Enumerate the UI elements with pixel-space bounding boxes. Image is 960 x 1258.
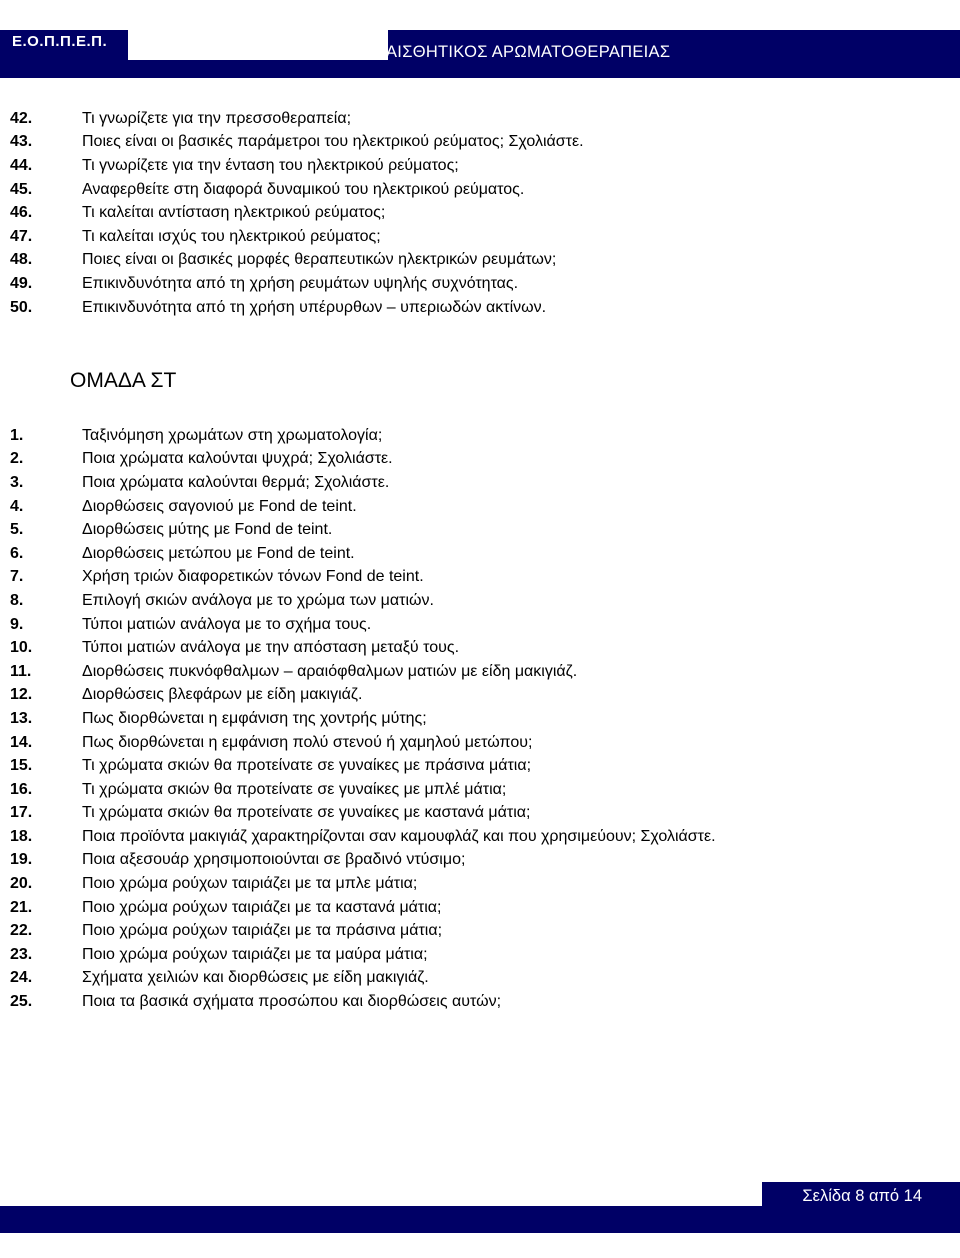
group-heading: ΟΜΑΔΑ ΣΤ bbox=[70, 369, 177, 392]
question-number: 43. bbox=[10, 133, 33, 151]
question-text: Ποιες είναι οι βασικές παράμετροι του ηλεκτρικού ρεύματος; Σχολιάστε. bbox=[82, 133, 584, 151]
question-item bbox=[10, 471, 940, 495]
question-text: Τι χρώματα σκιών θα προτείνατε σε γυναίκες με μπλέ μάτια; bbox=[82, 780, 507, 798]
question-text: Τι καλείται ισχύς του ηλεκτρικού ρεύματος; bbox=[82, 227, 381, 245]
question-item bbox=[10, 272, 940, 296]
question-text: Επικινδυνότητα από τη χρήση υπέρυρθων – υπεριωδών ακτίνων. bbox=[82, 298, 547, 316]
question-number: 19. bbox=[10, 851, 33, 869]
question-text: Τι καλείται αντίσταση ηλεκτρικού ρεύματος; bbox=[82, 204, 386, 222]
question-item bbox=[10, 154, 940, 178]
question-text: Ποιο χρώμα ρούχων ταιριάζει με τα μαύρα μάτια; bbox=[82, 945, 428, 963]
question-text: Πως διορθώνεται η εμφάνιση της χοντρής μύτης; bbox=[82, 709, 427, 727]
question-item bbox=[10, 967, 940, 991]
question-item bbox=[10, 660, 940, 684]
question-item bbox=[10, 919, 940, 943]
question-item bbox=[10, 448, 940, 472]
question-list-b bbox=[10, 424, 940, 1014]
question-number: 20. bbox=[10, 875, 33, 893]
question-item bbox=[10, 896, 940, 920]
question-number: 5. bbox=[10, 521, 24, 539]
question-text: Ποια αξεσουάρ χρησιμοποιούνται σε βραδινό ντύσιμο; bbox=[82, 851, 466, 869]
question-item bbox=[10, 225, 940, 249]
question-number: 46. bbox=[10, 204, 33, 222]
question-text: Ποια προϊόντα μακιγιάζ χαρακτηρίζονται σαν καμουφλάζ και που χρησιμεύουν; Σχολιάστε. bbox=[82, 827, 716, 845]
question-item bbox=[10, 201, 940, 225]
question-number: 45. bbox=[10, 180, 33, 198]
question-number: 44. bbox=[10, 156, 33, 174]
question-number: 3. bbox=[10, 473, 24, 491]
question-item bbox=[10, 613, 940, 637]
question-number: 12. bbox=[10, 686, 33, 704]
question-item bbox=[10, 589, 940, 613]
question-text: Επιλογή σκιών ανάλογα με το χρώμα των ματιών. bbox=[82, 591, 434, 609]
question-number: 1. bbox=[10, 426, 24, 444]
question-text: Ποια τα βασικά σχήματα προσώπου και διορθώσεις αυτών; bbox=[82, 993, 502, 1011]
question-text: Χρήση τριών διαφορετικών τόνων Fond de teint. bbox=[82, 568, 424, 586]
question-item bbox=[10, 731, 940, 755]
question-item bbox=[10, 825, 940, 849]
question-text: Τύποι ματιών ανάλογα με την απόσταση μεταξύ τους. bbox=[82, 639, 460, 657]
question-number: 2. bbox=[10, 450, 24, 468]
question-text: Σχήματα χειλιών και διορθώσεις με είδη μακιγιάζ. bbox=[82, 969, 429, 987]
question-text: Επικινδυνότητα από τη χρήση ρευμάτων υψηλής συχνότητας. bbox=[82, 274, 519, 292]
question-number: 10. bbox=[10, 639, 33, 657]
question-text: Ποια χρώματα καλούνται ψυχρά; Σχολιάστε. bbox=[82, 450, 393, 468]
question-text: Ποιο χρώμα ρούχων ταιριάζει με τα καστανά μάτια; bbox=[82, 898, 442, 916]
question-number: 22. bbox=[10, 922, 33, 940]
question-number: 16. bbox=[10, 780, 33, 798]
question-number: 42. bbox=[10, 109, 33, 127]
question-item bbox=[10, 943, 940, 967]
question-text: Αναφερθείτε στη διαφορά δυναμικού του ηλεκτρικού ρεύματος. bbox=[82, 180, 525, 198]
question-item bbox=[10, 566, 940, 590]
question-text: Ποιο χρώμα ρούχων ταιριάζει με τα πράσινα μάτια; bbox=[82, 922, 443, 940]
question-number: 13. bbox=[10, 709, 33, 727]
question-item bbox=[10, 636, 940, 660]
question-item bbox=[10, 518, 940, 542]
question-text: Ταξινόμηση χρωμάτων στη χρωματολογία; bbox=[82, 426, 383, 444]
question-number: 6. bbox=[10, 544, 24, 562]
question-item bbox=[10, 542, 940, 566]
question-number: 8. bbox=[10, 591, 24, 609]
question-text: Ποια χρώματα καλούνται θερμά; Σχολιάστε. bbox=[82, 473, 390, 491]
header-title: ΑΙΣΘΗΤΙΚΟΣ ΑΡΩΜΑΤΟΘΕΡΑΠΕΙΑΣ bbox=[386, 43, 671, 61]
header-notch bbox=[128, 30, 388, 60]
question-text: Τι χρώματα σκιών θα προτείνατε σε γυναίκες με καστανά μάτια; bbox=[82, 804, 531, 822]
question-item bbox=[10, 849, 940, 873]
question-item bbox=[10, 178, 940, 202]
question-item bbox=[10, 872, 940, 896]
question-item bbox=[10, 107, 940, 131]
question-number: 24. bbox=[10, 969, 33, 987]
question-number: 21. bbox=[10, 898, 33, 916]
question-number: 7. bbox=[10, 568, 24, 586]
question-item bbox=[10, 495, 940, 519]
question-item bbox=[10, 754, 940, 778]
question-number: 14. bbox=[10, 733, 33, 751]
question-text: Τι γνωρίζετε για την ένταση του ηλεκτρικού ρεύματος; bbox=[82, 156, 459, 174]
question-number: 23. bbox=[10, 945, 33, 963]
question-text: Διορθώσεις πυκνόφθαλμων – αραιόφθαλμων ματιών με είδη μακιγιάζ. bbox=[82, 662, 578, 680]
question-text: Διορθώσεις βλεφάρων με είδη μακιγιάζ. bbox=[82, 686, 363, 704]
question-item bbox=[10, 684, 940, 708]
question-number: 15. bbox=[10, 757, 33, 775]
question-number: 18. bbox=[10, 827, 33, 845]
question-text: Διορθώσεις σαγονιού με Fond de teint. bbox=[82, 497, 357, 515]
question-item bbox=[10, 990, 940, 1014]
question-text: Διορθώσεις μύτης με Fond de teint. bbox=[82, 521, 333, 539]
question-item bbox=[10, 707, 940, 731]
question-item bbox=[10, 296, 940, 320]
page-number: Σελίδα 8 από 14 bbox=[802, 1187, 922, 1205]
footer-notch bbox=[0, 1182, 762, 1206]
question-text: Τι χρώματα σκιών θα προτείνατε σε γυναίκες με πράσινα μάτια; bbox=[82, 757, 532, 775]
question-item bbox=[10, 778, 940, 802]
question-item bbox=[10, 249, 940, 273]
question-number: 11. bbox=[10, 662, 32, 680]
question-item bbox=[10, 424, 940, 448]
question-text: Ποιο χρώμα ρούχων ταιριάζει με τα μπλε μάτια; bbox=[82, 875, 418, 893]
question-number: 48. bbox=[10, 251, 33, 269]
question-text: Διορθώσεις μετώπου με Fond de teint. bbox=[82, 544, 355, 562]
question-text: Ποιες είναι οι βασικές μορφές θεραπευτικών ηλεκτρικών ρευμάτων; bbox=[82, 251, 557, 269]
question-number: 50. bbox=[10, 298, 33, 316]
question-number: 9. bbox=[10, 615, 24, 633]
question-text: Πως διορθώνεται η εμφάνιση πολύ στενού ή χαμηλού μετώπου; bbox=[82, 733, 533, 751]
question-text: Τι γνωρίζετε για την πρεσσοθεραπεία; bbox=[82, 109, 352, 127]
header-org: Ε.Ο.Π.Π.Ε.Π. bbox=[12, 33, 108, 50]
question-number: 49. bbox=[10, 274, 33, 292]
question-list-a bbox=[10, 107, 940, 319]
question-number: 4. bbox=[10, 497, 24, 515]
question-number: 17. bbox=[10, 804, 33, 822]
question-item bbox=[10, 802, 940, 826]
question-text: Τύποι ματιών ανάλογα με το σχήμα τους. bbox=[82, 615, 372, 633]
question-item bbox=[10, 131, 940, 155]
question-number: 25. bbox=[10, 993, 33, 1011]
question-number: 47. bbox=[10, 227, 33, 245]
